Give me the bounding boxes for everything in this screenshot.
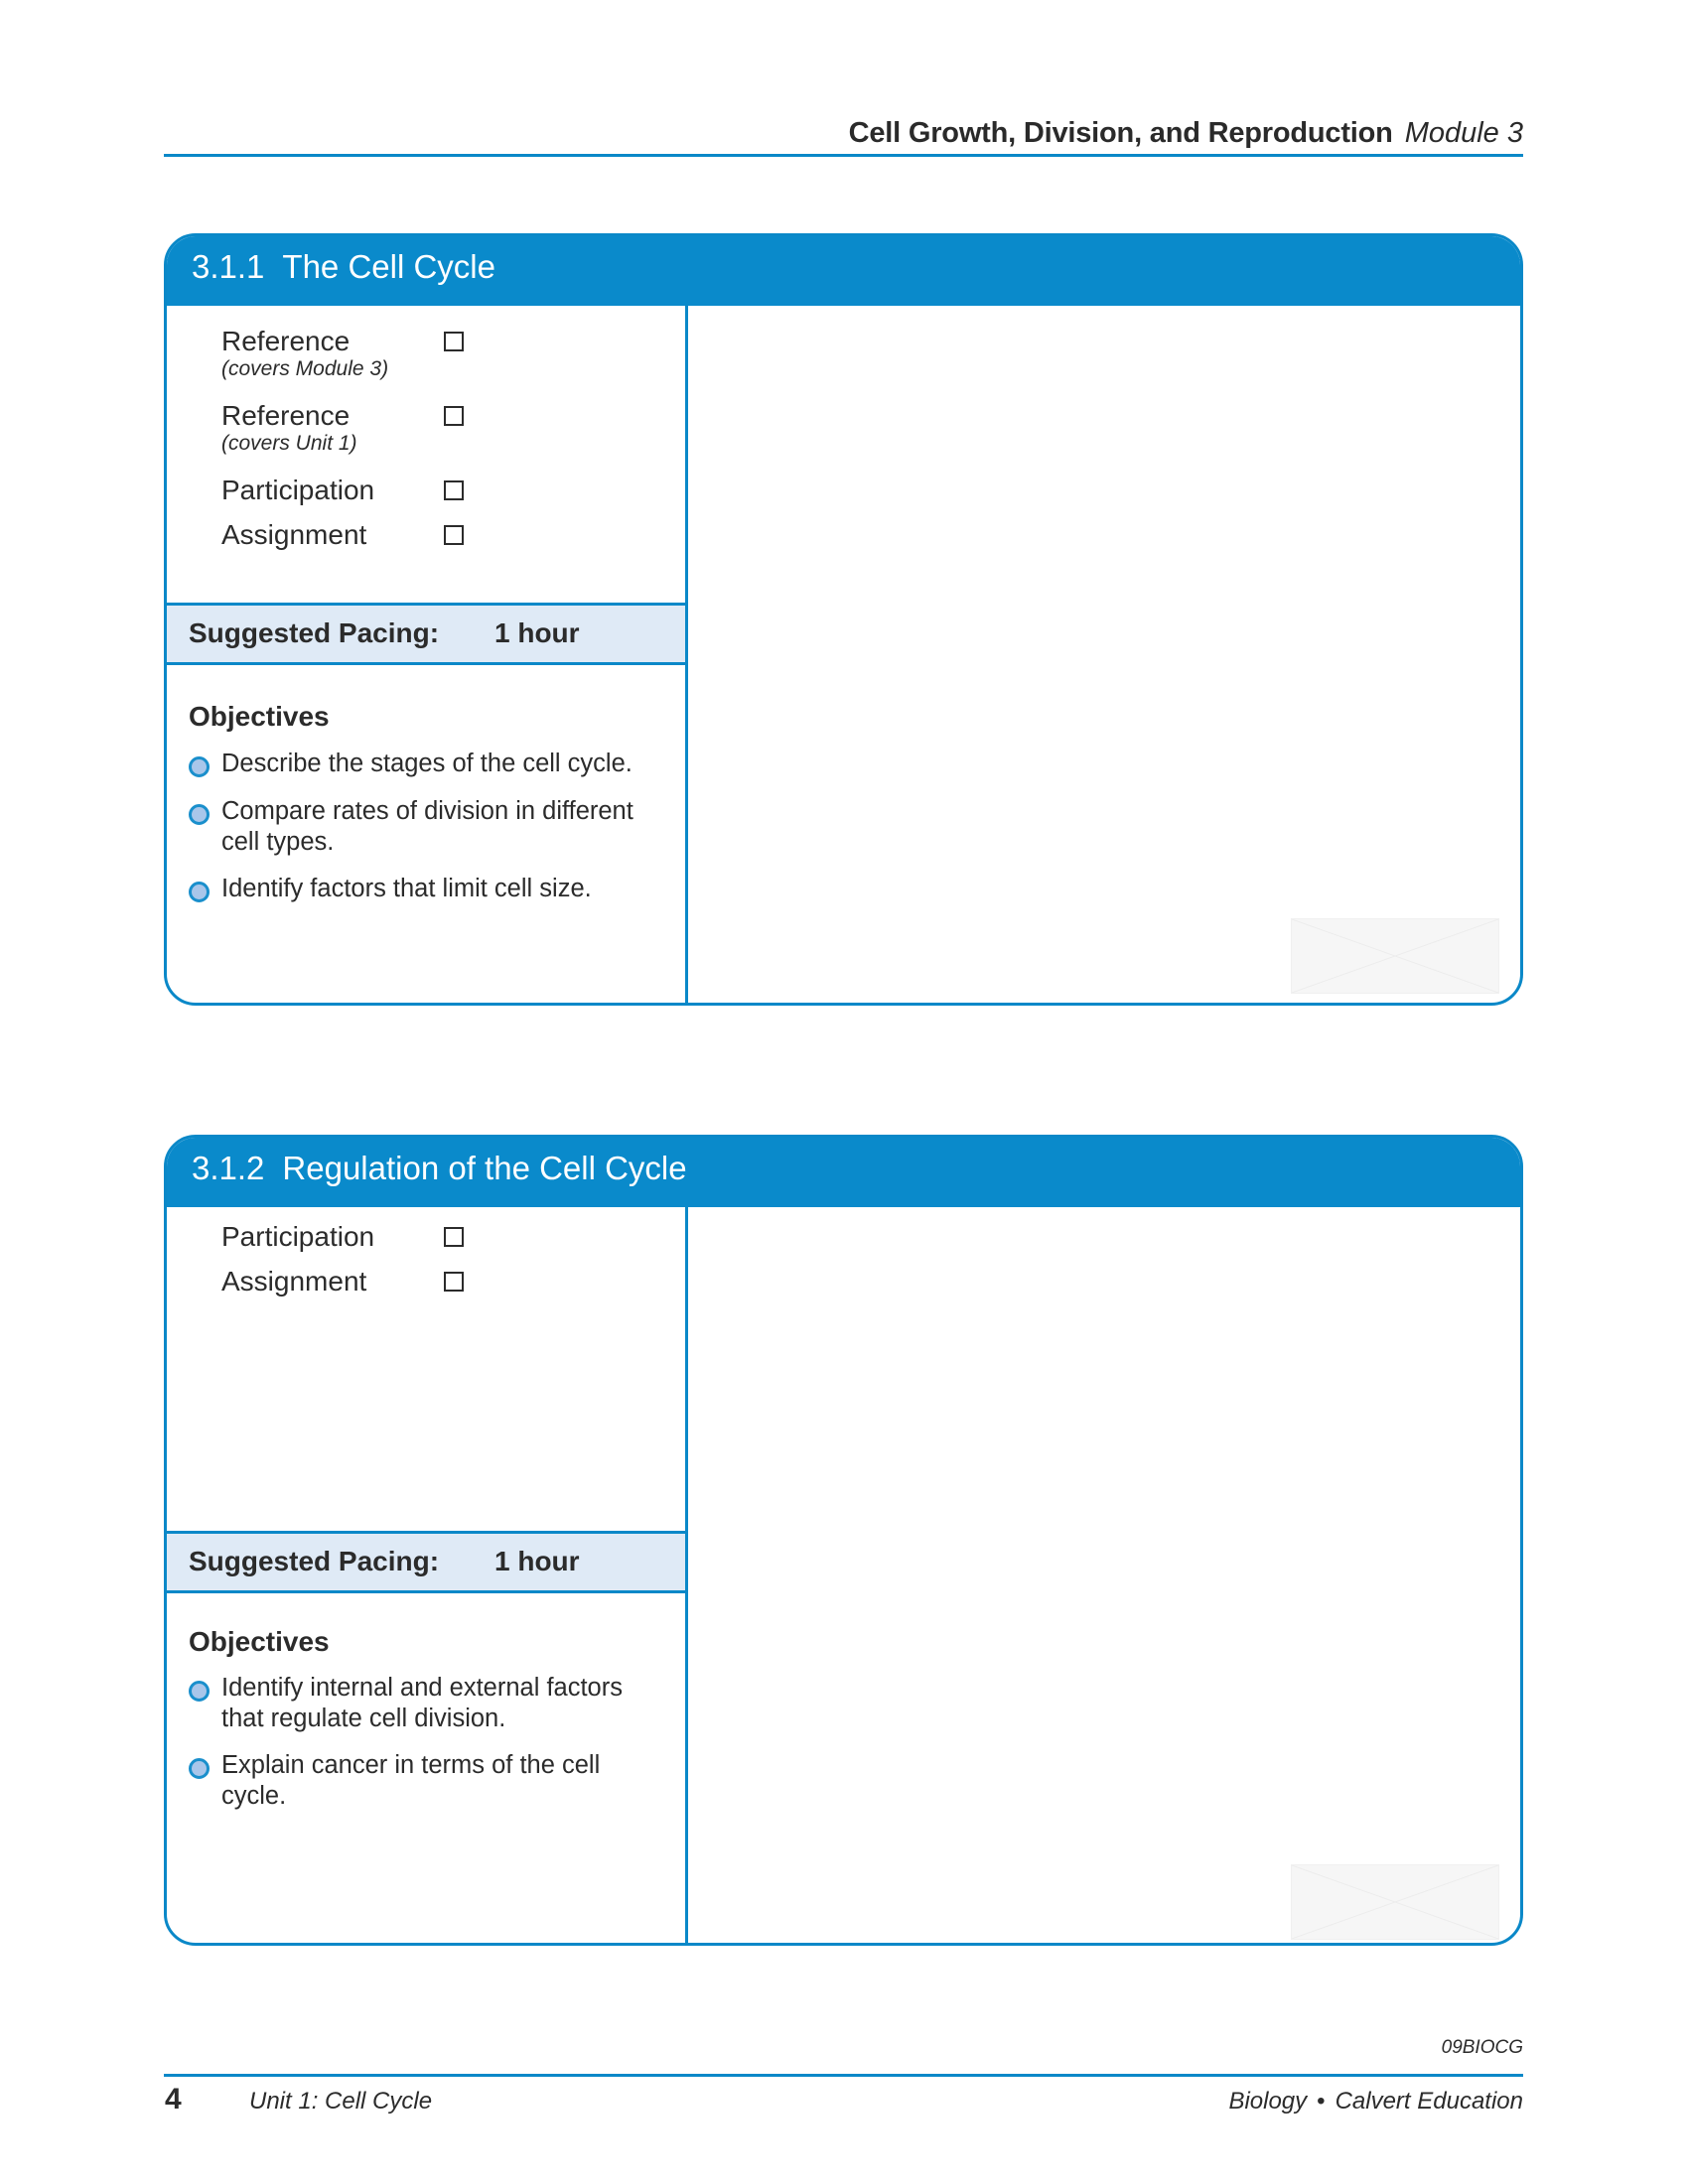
checklist-label: Reference <box>221 400 351 431</box>
checklist-item-participation <box>221 475 519 506</box>
footer-publisher <box>1228 2088 1523 2116</box>
footer-publisher-name: Calvert Education <box>1335 2088 1523 2115</box>
checklist-item-participation <box>221 1221 519 1253</box>
checklist-label: Participation <box>221 475 375 505</box>
lesson-left-column <box>167 306 685 1003</box>
objective-item <box>189 1673 655 1734</box>
objective-item <box>189 749 655 779</box>
bullet-circle-icon <box>189 882 210 902</box>
image-placeholder-icon <box>1291 918 1499 994</box>
objective-text: Identify factors that limit cell size. <box>221 875 592 902</box>
checklist-item-assignment <box>221 1266 519 1297</box>
checkbox[interactable] <box>444 1227 464 1247</box>
suggested-pacing-band <box>167 603 685 665</box>
lesson-title-text: The Cell Cycle <box>282 248 495 285</box>
pacing-label: Suggested Pacing: <box>189 1546 440 1576</box>
bullet-circle-icon <box>189 1681 210 1702</box>
lesson-card-3-1-1 <box>164 233 1523 1006</box>
running-head-module: Module 3 <box>1404 117 1523 149</box>
footer-unit: Unit 1: Cell Cycle <box>249 2088 433 2115</box>
objective-text: Explain cancer in terms of the cell cycle. <box>221 1751 601 1810</box>
pacing-label: Suggested Pacing: <box>189 617 440 648</box>
checklist-sublabel: (covers Unit 1) <box>221 432 357 455</box>
objectives-heading: Objectives <box>189 701 330 732</box>
pacing-value: 1 hour <box>494 617 580 648</box>
checkbox[interactable] <box>444 406 464 426</box>
lesson-left-column <box>167 1207 685 1943</box>
lesson-title <box>192 248 495 286</box>
column-divider <box>685 1207 688 1943</box>
lesson-card-header <box>167 236 1520 306</box>
bullet-circle-icon <box>189 1758 210 1779</box>
footer-rule <box>164 2074 1523 2077</box>
lesson-number: 3.1.2 <box>192 1150 265 1186</box>
header-rule <box>164 154 1523 157</box>
column-divider <box>685 306 688 1003</box>
objectives-heading: Objectives <box>189 1626 330 1657</box>
checkbox[interactable] <box>444 480 464 500</box>
objective-item <box>189 796 655 858</box>
suggested-pacing-band <box>167 1531 685 1593</box>
checklist-item-assignment <box>221 519 519 551</box>
checkbox[interactable] <box>444 332 464 351</box>
image-placeholder-icon <box>1291 1864 1499 1940</box>
checklist-sublabel: (covers Module 3) <box>221 357 389 380</box>
checkbox[interactable] <box>444 525 464 545</box>
bullet-circle-icon <box>189 756 210 777</box>
footer-subject: Biology <box>1228 2088 1308 2115</box>
lesson-card-3-1-2 <box>164 1135 1523 1946</box>
checklist-item-reference-module <box>221 326 519 381</box>
checkbox[interactable] <box>444 1272 464 1292</box>
objective-text: Identify internal and external factors that regulate cell division. <box>221 1674 623 1732</box>
lesson-title-text: Regulation of the Cell Cycle <box>282 1150 687 1186</box>
objective-text: Compare rates of division in different cell types. <box>221 797 633 856</box>
running-head-title: Cell Growth, Division, and Reproduction <box>848 117 1393 149</box>
objective-item <box>189 874 655 904</box>
checklist-label: Assignment <box>221 1266 367 1297</box>
lesson-card-header <box>167 1138 1520 1207</box>
footer-code: 09BIOCG <box>1441 2037 1523 2058</box>
pacing-value: 1 hour <box>494 1546 580 1576</box>
lesson-number: 3.1.1 <box>192 248 265 285</box>
objective-text: Describe the stages of the cell cycle. <box>221 750 633 777</box>
footer-separator: • <box>1317 2088 1326 2115</box>
checklist-label: Reference <box>221 326 351 356</box>
lesson-title <box>192 1150 687 1187</box>
checklist-item-reference-unit <box>221 400 519 456</box>
checklist-label: Participation <box>221 1221 375 1252</box>
running-head <box>849 117 1523 150</box>
page-number: 4 <box>165 2083 182 2116</box>
checklist-label: Assignment <box>221 519 367 550</box>
objective-item <box>189 1750 655 1812</box>
bullet-circle-icon <box>189 804 210 825</box>
